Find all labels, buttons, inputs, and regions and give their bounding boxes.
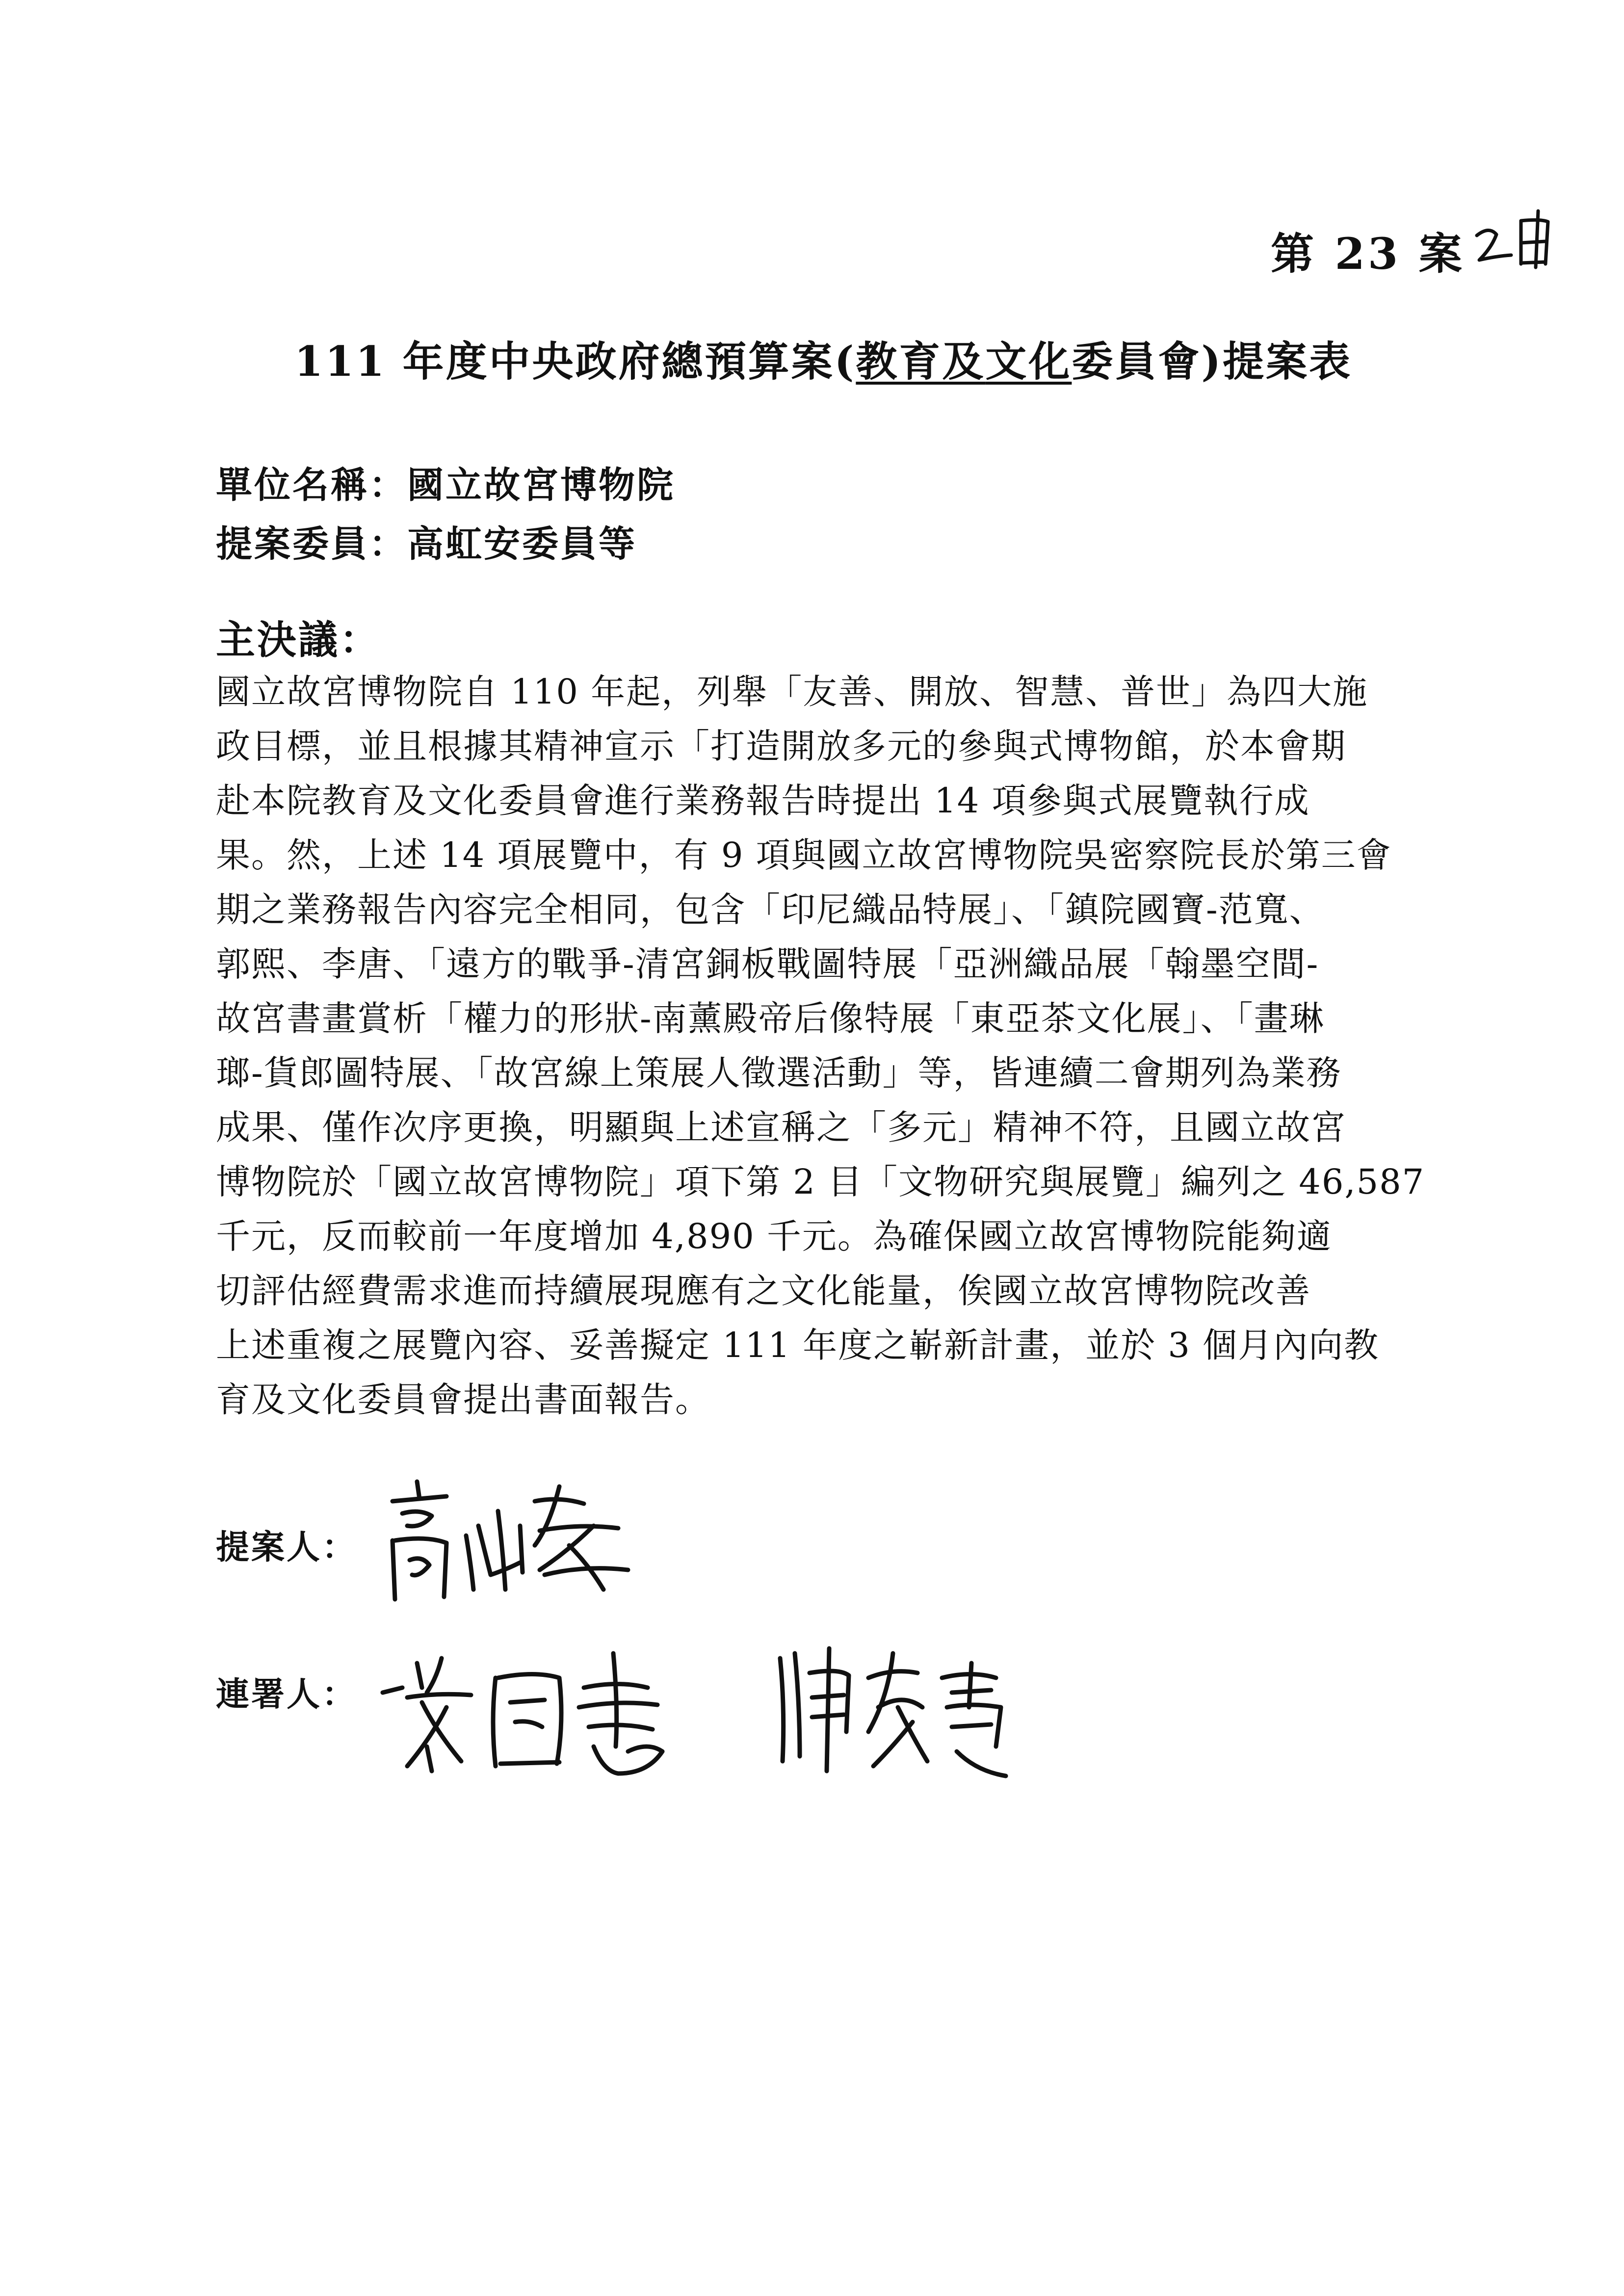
cosigner-signature-label: 連署人： — [216, 1675, 358, 1714]
title-suffix: )提案表 — [1201, 337, 1353, 386]
resolution-body — [216, 665, 1433, 1427]
proposer-signature — [373, 1467, 648, 1614]
body-line: 成果、僅作次序更換，明顯與上述宣稱之「多元」精神不符，且國立故宮 — [216, 1107, 1346, 1148]
title-committee-suffix: 委員會 — [1072, 337, 1202, 386]
title-committee-education: 教育及 — [856, 337, 986, 386]
cosigner-signature-1 — [373, 1634, 697, 1781]
unit-line — [216, 456, 675, 508]
title-committee-culture: 文化 — [985, 337, 1072, 386]
unit-label: 單位名稱： — [216, 464, 407, 506]
cosigner-signature-2 — [765, 1634, 1021, 1781]
resolution-heading: 主決議： — [216, 617, 381, 663]
body-line: 期之業務報告內容完全相同，包含「印尼織品特展」、「鎮院國寶-范寬、 — [216, 889, 1325, 930]
proposer-signature-label: 提案人： — [216, 1528, 358, 1567]
title-prefix: 111 年度中央政府總預算案( — [294, 337, 856, 386]
body-line: 博物院於「國立故宮博物院」項下第 2 目「文物研究與展覽」編列之 46,587 — [216, 1162, 1425, 1202]
body-line: 國立故宮博物院自 110 年起，列舉「友善、開放、智慧、普世」為四大施 — [216, 672, 1368, 712]
handwritten-date-mark — [1467, 206, 1560, 275]
body-line: 果。然，上述 14 項展覽中，有 9 項與國立故宮博物院吳密察院長於第三會 — [216, 835, 1392, 875]
body-line: 上述重複之展覽內容、妥善擬定 111 年度之嶄新計畫，並於 3 個月內向教 — [216, 1325, 1380, 1365]
body-line: 郭熙、李唐、「遠方的戰爭-清宮銅板戰圖特展「亞洲織品展「翰墨空間- — [216, 944, 1319, 984]
body-line: 切評估經費需求進而持續展現應有之文化能量，俟國立故宮博物院改善 — [216, 1271, 1311, 1311]
proposer-label: 提案委員： — [216, 523, 407, 565]
case-number: 第 23 案 — [1271, 228, 1465, 279]
unit-value: 國立故宮博物院 — [407, 464, 675, 506]
body-line: 故宮書畫賞析「權力的形狀-南薰殿帝后像特展「東亞茶文化展」、「畫琳 — [216, 998, 1325, 1039]
body-line: 政目標，並且根據其精神宣示「打造開放多元的參與式博物館，於本會期 — [216, 726, 1346, 766]
body-line: 育及文化委員會提出書面報告。 — [216, 1380, 710, 1420]
document-title — [294, 329, 1352, 388]
proposer-line — [216, 515, 637, 567]
body-line: 瑯-貨郎圖特展、「故宮線上策展人徵選活動」等，皆連續二會期列為業務 — [216, 1053, 1342, 1093]
body-line: 赴本院教育及文化委員會進行業務報告時提出 14 項參與式展覽執行成 — [216, 781, 1310, 821]
proposer-value: 高虹安委員等 — [407, 523, 637, 565]
body-line: 千元，反而較前一年度增加 4,890 千元。為確保國立故宮博物院能夠適 — [216, 1216, 1332, 1256]
